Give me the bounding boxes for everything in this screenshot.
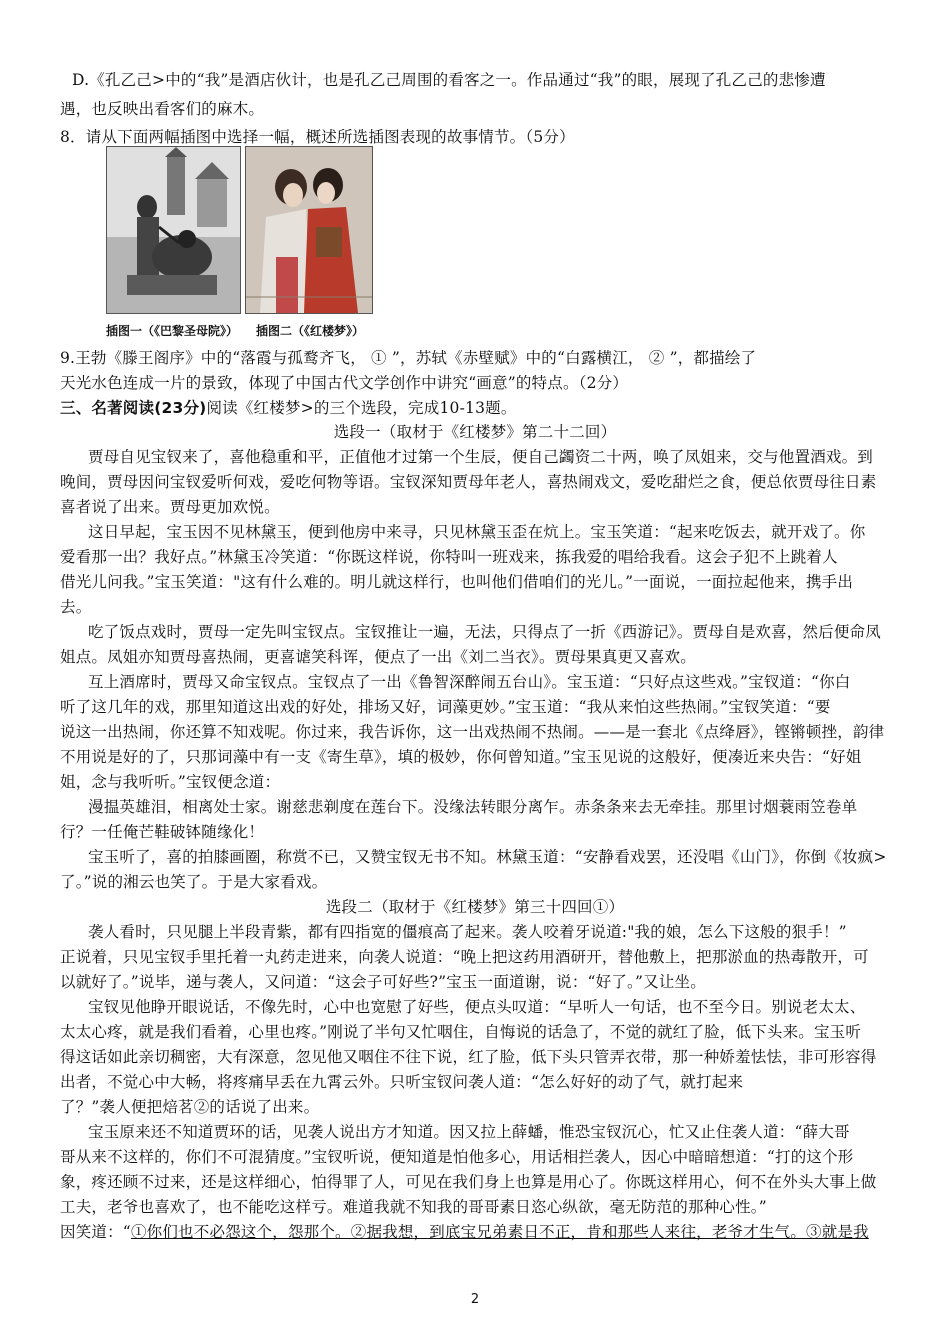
paragraph-line: 姐，念与我听听。”宝钗便念道： — [60, 773, 281, 791]
option-d-line2: 遇，也反映出看客们的麻木。 — [60, 100, 265, 118]
illustration-notre-dame — [106, 146, 241, 314]
caption-illustration-2: 插图二（《红楼梦》） — [256, 324, 365, 338]
paragraph-line: 袭人看时，只见腿上半段青紫，都有四指宽的僵痕高了起来。袭人咬着牙说道:"我的娘，怎么下这般的狠手！” — [88, 923, 847, 941]
paragraph-line: 这日早起，宝玉因不见林黛玉，便到他房中来寻，只见林黛玉歪在炕上。宝玉笑道：“起来吃饭去，就开戏了。你 — [88, 523, 866, 541]
paragraph-line: 哥从来不这样的，你们不可混猜度。”宝钗听说，便知道是怕他多心，用话相拦袭人，因心中暗暗想道：“打的这个形 — [60, 1148, 854, 1166]
paragraph-line: 工夫，老爷也喜欢了，也不能吃这样亏。难道我就不知我的哥哥素日恣心纵欲，毫无防范的那种心性。” — [60, 1198, 767, 1216]
paragraph-line: 借光儿问我。”宝玉笑道："这有什么难的。明儿就这样行，也叫他们借咱们的光儿。”一面说，一面拉起他来，携手出 — [60, 573, 854, 591]
paragraph-line: 爱看那一出？我好点。”林黛玉冷笑道：“你既这样说，你特叫一班戏来，拣我爱的唱给我看。这会子犯不上跳着人 — [60, 548, 838, 566]
poem-line: 行？一任俺芒鞋破钵随缘化！ — [60, 823, 265, 841]
excerpt-1-heading: 选段一（取材于《红楼梦》第二十二回） — [333, 423, 617, 441]
option-d-line1: D.《孔乙己>中的“我”是酒店伙计，也是孔乙己周围的看客之一。作品通过“我”的眼，展现了孔乙己的悲惨遭 — [72, 71, 826, 89]
quote-lead: 因笑道：“ — [60, 1223, 131, 1241]
paragraph-line: 晚间，贾母因问宝钗爱听何戏，爱吃何物等语。宝钗深知贾母年老人，喜热闹戏文，爱吃甜烂之食，便总依贾母往日素 — [60, 473, 877, 491]
excerpt-2-heading: 选段二（取材于《红楼梦》第三十四回①） — [325, 898, 625, 916]
paragraph-line: 太太心疼，就是我们看着，心里也疼。”刚说了半句又忙咽住，自悔说的话急了，不觉的就红了脸，低下头来。宝玉听 — [60, 1023, 862, 1041]
paragraph-line: 去。 — [60, 598, 92, 616]
page-number: 2 — [470, 1292, 480, 1307]
poem-line: 漫揾英雄泪，相离处士家。谢慈悲剃度在莲台下。没缘法转眼分离乍。赤条条来去无牵挂。那里讨烟蓑雨笠卷单 — [88, 798, 858, 816]
section-3-title: 三、名著阅读(23分) — [60, 399, 207, 417]
section-3-heading — [60, 398, 517, 418]
paragraph-line: 宝钗见他睁开眼说话，不像先时，心中也宽慰了好些，便点头叹道：“早听人一句话，也不至今日。别说老太太、 — [88, 998, 866, 1016]
paragraph-line: 互上酒席时，贾母又命宝钗点。宝钗点了一出《鲁智深醉闹五台山》。宝玉道：“只好点这些戏。”宝钗道：“你白 — [88, 673, 851, 691]
paragraph-line: 听了这几年的戏，那里知道这出戏的好处，排场又好，词藻更妙。”宝玉道：“我从来怕这些热闹。”宝钗笑道：“要 — [60, 698, 831, 716]
section-3-instruction: 阅读《红楼梦>的三个选段，完成10-13题。 — [206, 399, 517, 417]
underlined-sentences: ①你们也不必怨这个，怨那个。②据我想，到底宝兄弟素日不正，肯和那些人来往，老爷才生气。③就是我 — [130, 1223, 869, 1241]
illustration-dream-red-mansion — [245, 146, 373, 314]
paragraph-line: 以就好了。”说毕，递与袭人，又问道：“这会子可好些?”宝玉一面道谢，说：“好了。”又让坐。 — [60, 973, 706, 991]
paragraph-line: 宝玉听了，喜的拍膝画圈，称赏不已，又赞宝钗无书不知。林黛玉道：“安静看戏罢，还没唱《山门》，你倒《妆疯> — [88, 848, 887, 866]
paragraph-line: 出者，不觉心中大畅，将疼痛早丢在九霄云外。只听宝钗问袭人道：“怎么好好的动了气，就打起来 — [60, 1073, 744, 1091]
paragraph-line: 不用说是好的了，只那词藻中有一支《寄生草》，填的极妙，你何曾知道。”宝玉见说的这般好，便凑近来央告：“好姐 — [60, 748, 862, 766]
paragraph-line-underlined — [60, 1222, 869, 1242]
question-8: 8．请从下面两幅插图中选择一幅，概述所选插图表现的故事情节。（5分） — [60, 128, 575, 146]
paragraph-line: 姐点。凤姐亦知贾母喜热闹，更喜谑笑科诨，便点了一出《刘二当衣》。贾母果真更又喜欢。 — [60, 648, 696, 666]
question-9-line1: 9.王勃《滕王阁序》中的“落霞与孤鹜齐飞， ① ”，苏轼《赤壁赋》中的“白露横江， ② ”，都描绘了 — [60, 349, 757, 367]
paragraph-line: 宝玉原来还不知道贾环的话，见袭人说出方才知道。因又拉上薛蟠，惟恐宝钗沉心，忙又止住袭人道：“薛大哥 — [88, 1123, 850, 1141]
paragraph-line: 贾母自见宝钗来了，喜他稳重和平，正值他才过第一个生辰，便自己蠲资二十两，唤了凤姐来，交与他置酒戏。到 — [88, 448, 874, 466]
paragraph-line: 象，疼还顾不过来，还是这样细心，怕得罪了人，可见在我们身上也算是用心了。你既这样用心，何不在外头大事上做 — [60, 1173, 877, 1191]
caption-illustration-1: 插图一（《巴黎圣母院》） — [106, 324, 239, 338]
paragraph-line: 喜者说了出来。贾母更加欢悦。 — [60, 498, 280, 516]
paragraph-line: 得这话如此亲切稠密，大有深意，忽见他又咽住不往下说，红了脸，低下头只管弄衣带，那一种娇羞怯怯，非可形容得 — [60, 1048, 877, 1066]
paragraph-line: 吃了饭点戏时，贾母一定先叫宝钗点。宝钗推让一遍，无法，只得点了一折《西游记》。贾母自是欢喜，然后便命凤 — [88, 623, 881, 641]
paragraph-line: 了。”说的湘云也笑了。于是大家看戏。 — [60, 873, 328, 891]
question-9-line2: 天光水色连成一片的景致，体现了中国古代文学创作中讲究“画意”的特点。（2分） — [60, 374, 629, 392]
paragraph-line: 了？”袭人便把焙茗②的话说了出来。 — [60, 1098, 320, 1116]
paragraph-line: 说这一出热闹，你还算不知戏呢。你过来，我告诉你，这一出戏热闹不热闹。——是一套北《点绛唇》，铿锵顿挫，韵律 — [60, 723, 885, 741]
paragraph-line: 正说着，只见宝钗手里托着一丸药走进来，向袭人说道：“晚上把这药用酒研开，替他敷上，把那淤血的热毒散开，可 — [60, 948, 869, 966]
